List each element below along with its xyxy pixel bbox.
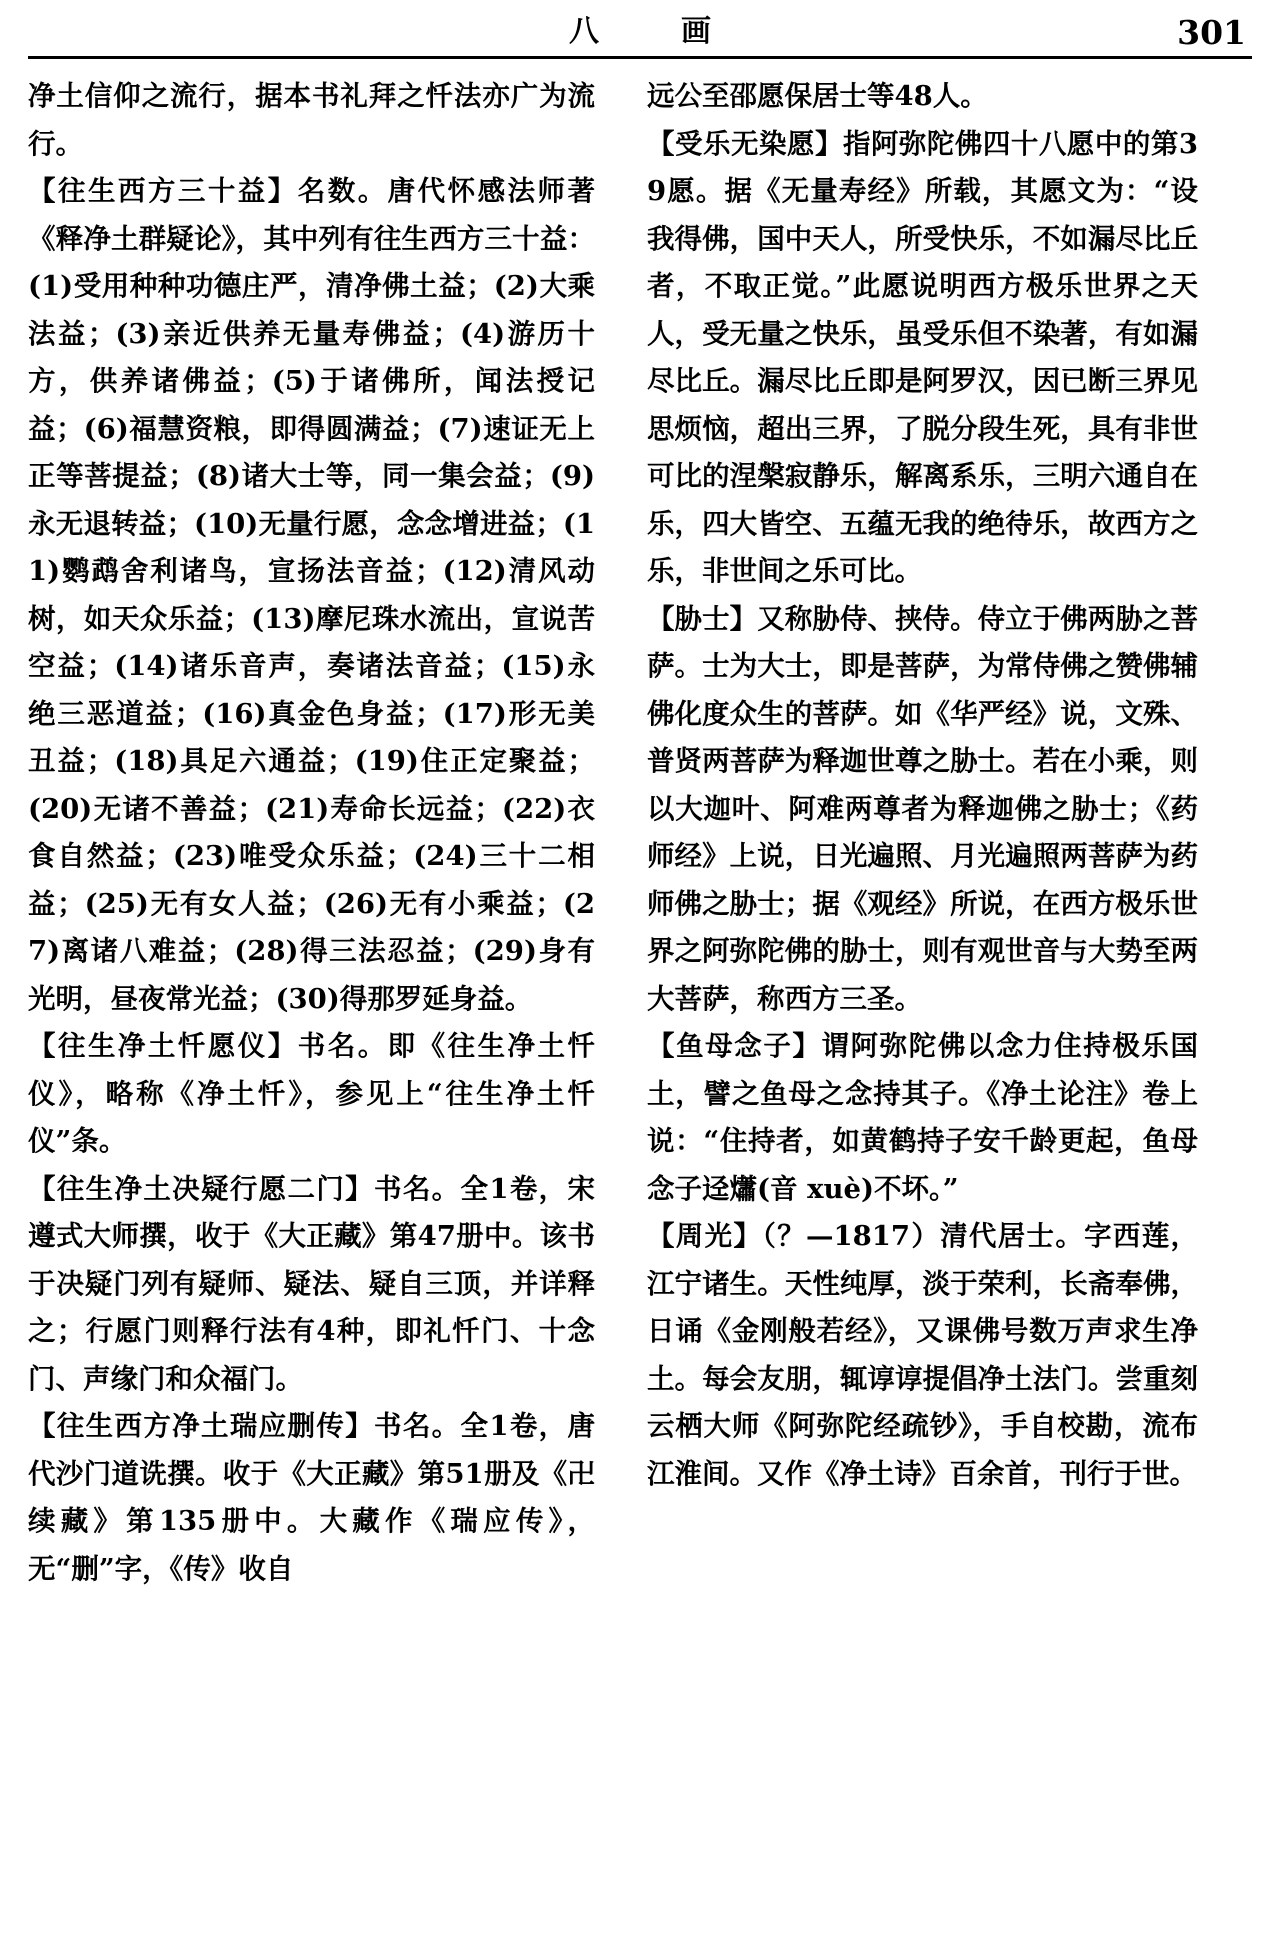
dictionary-entry: 【往生西方三十益】名数。唐代怀感法师著《释净土群疑论》，其中列有往生西方三十益：(1)受用种种功德庄严，清净佛土益；(2)大乘法益；(3)亲近供养无量寿佛益；(4)游历十方，供养诸佛益；(5)于诸佛所，闻法授记益；(6)福慧资粮，即得圆满益；(7)速证无上正等菩提益；(8)诸大士等，同一集会益；(9)永无退转益；(10)无量行愿，念念增进益；(11)鹦鹉舍利诸鸟，宣扬法音益；(12)清风动树，如天众乐益；(13)摩尼珠水流出，宣说苦空益；(14)诸乐音声，奏诸法音益；(15)永绝三恶道益；(16)真金色身益；(17)形无美丑益；(18)具足六通益；(19)住正定聚益；(20)无诸不善益；(21)寿命长远益；(22)衣食自然益；(23)唯受众乐益；(24)三十二相益；(25)无有女人益；(26)无有小乘益；(27)离诸八难益；(28)得三法忍益；(29)身有光明，昼夜常光益；(30)得那罗延身益。 (28, 175, 595, 1015)
dictionary-entry: 【往生净土忏愿仪】书名。即《往生净土忏仪》，略称《净土忏》，参见上“往生净土忏仪”条。 (28, 1030, 595, 1157)
left-column (28, 73, 613, 1913)
column-divider (623, 73, 625, 1913)
header-rule (28, 56, 1252, 59)
dictionary-entry: 【受乐无染愿】指阿弥陀佛四十八愿中的第39愿。据《无量寿经》所载，其愿文为：“设我得佛，国中天人，所受快乐，不如漏尽比丘者，不取正觉。”此愿说明西方极乐世界之天人，受无量之快乐，虽受乐但不染著，有如漏尽比丘。漏尽比丘即是阿罗汉，因已断三界见思烦恼，超出三界，了脱分段生死，具有非世可比的涅槃寂静乐，解离系乐，三明六通自在乐，四大皆空、五蕴无我的绝待乐，故西方之乐，非世间之乐可比。 (647, 127, 1198, 587)
right-column (613, 73, 1198, 1913)
dictionary-entry: 【往生净土决疑行愿二门】书名。全1卷，宋遵式大师撰，收于《大正藏》第47册中。该书于决疑门列有疑师、疑法、疑自三顶，并详释之；行愿门则释行法有4种，即礼忏门、十念门、声缘门和众福门。 (28, 1172, 595, 1395)
dictionary-entry: 【鱼母念子】谓阿弥陀佛以念力住持极乐国土，譬之鱼母之念持其子。《净土论注》卷上说：“住持者，如黄鹤持子安千龄更起，鱼母念子迳𤑳(音 xuè)不坏。” (647, 1030, 1198, 1205)
paragraph: 净土信仰之流行，据本书礼拜之忏法亦广为流行。 (28, 80, 595, 160)
dictionary-entry: 【往生西方净土瑞应删传】书名。全1卷，唐代沙门道诜撰。收于《大正藏》第51册及《卍续藏》第135册中。大藏作《瑞应传》，无“删”字，《传》收自 (28, 1410, 595, 1585)
paragraph: 远公至邵愿保居士等48人。 (647, 80, 988, 112)
running-head-title: 八 画 (569, 14, 737, 49)
page-number: 301 (1177, 13, 1246, 52)
dictionary-entry: 【胁士】又称胁侍、挟侍。侍立于佛两胁之菩萨。士为大士，即是菩萨，为常侍佛之赞佛辅佛化度众生的菩萨。如《华严经》说，文殊、普贤两菩萨为释迦世尊之胁士。若在小乘，则以大迦叶、阿难两尊者为释迦佛之胁士；《药师经》上说，日光遍照、月光遍照两菩萨为药师佛之胁士；据《观经》所说，在西方极乐世界之阿弥陀佛的胁士，则有观世音与大势至两大菩萨，称西方三圣。 (647, 602, 1198, 1015)
body-columns (28, 73, 1252, 1913)
page-header (28, 0, 1252, 56)
dictionary-entry: 【周光】（？—1817）清代居士。字西莲，江宁诸生。天性纯厚，淡于荣利，长斋奉佛，日诵《金刚般若经》，又课佛号数万声求生净土。每会友朋，辄谆谆提倡净土法门。尝重刻云栖大师《阿弥陀经疏钞》，手自校勘，流布江淮间。又作《净土诗》百余首，刊行于世。 (647, 1220, 1198, 1490)
